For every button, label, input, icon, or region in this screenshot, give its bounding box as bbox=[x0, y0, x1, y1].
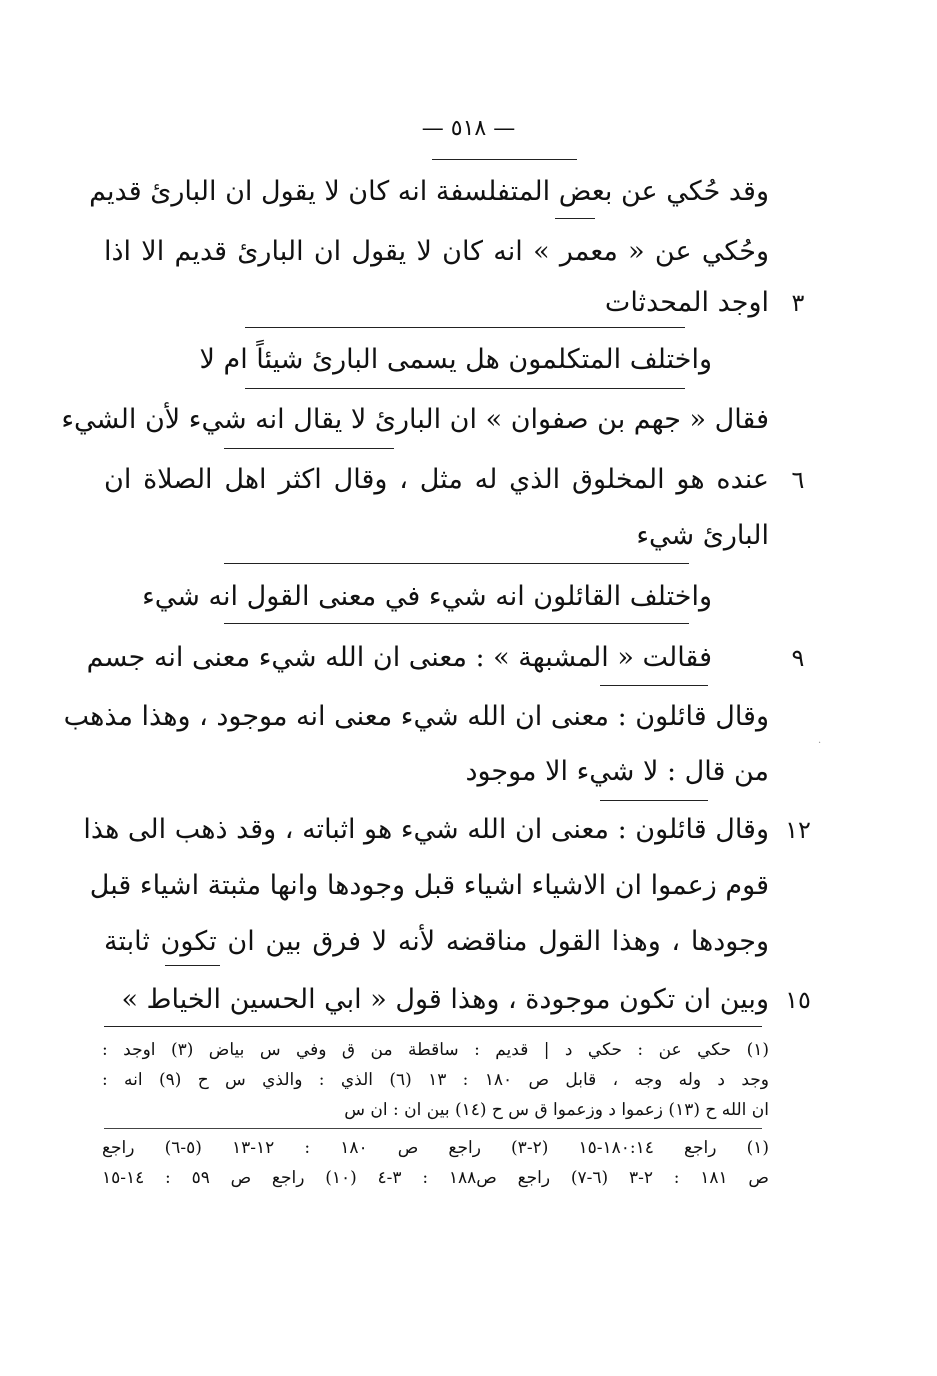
rule bbox=[224, 448, 394, 449]
reference-line: (١) راجع ١٨٠:١٤-١٥ (٢-٣) راجع ص ١٨٠ : ١٢-١٣ (٥-٦) راجع bbox=[102, 1138, 769, 1158]
scan-speck: · bbox=[818, 738, 822, 749]
rule bbox=[600, 800, 708, 801]
body-line-3: اوجد المحدثات bbox=[604, 287, 769, 318]
footnote-line: وجد د وله وجه ، قابل ص ١٨٠ : ١٣ (٦) الذي : والذي س ح (٩) انه : bbox=[102, 1070, 769, 1090]
footnote-line: (١) حكي عن : حكي د | قديم : ساقطة من ق وفي س بياض (٣) اوجد : bbox=[102, 1040, 769, 1060]
body-line-7: البارئ شيء bbox=[636, 520, 769, 551]
body-line-12: وقال قائلون : معنى ان الله شيء هو اثباته ، وقد ذهب الى هذا bbox=[83, 814, 769, 845]
body-line-13: قوم زعموا ان الاشياء اشياء قبل وجودها وانها مثبتة اشياء قبل bbox=[89, 870, 769, 901]
footnote-line: ان الله ح (١٣) زعموا د وزعموا ق س ح (١٤) بين ان : ان س bbox=[344, 1100, 769, 1120]
rule bbox=[224, 623, 689, 624]
line-number: ٩ bbox=[791, 644, 805, 672]
rule bbox=[245, 327, 685, 328]
line-number: ١٥ bbox=[785, 986, 811, 1014]
body-line-8: واختلف القائلون انه شيء في معنى القول انه شيء bbox=[142, 581, 712, 612]
rule bbox=[245, 388, 685, 389]
line-number: ٣ bbox=[791, 289, 805, 317]
body-line-14: وجودها ، وهذا القول مناقضه لأنه لا فرق بين ان تكون ثابتة bbox=[104, 926, 769, 957]
body-line-15: وبين ان تكون موجودة ، وهذا قول « ابي الحسين الخياط » bbox=[121, 984, 769, 1015]
footnote-divider bbox=[104, 1026, 762, 1027]
page-number: — ٥١٨ — bbox=[421, 116, 516, 141]
line-number: ٦ bbox=[791, 466, 805, 494]
body-line-6: عنده هو المخلوق الذي له مثل ، وقال اكثر اهل الصلاة ان bbox=[104, 464, 769, 495]
rule bbox=[600, 685, 708, 686]
rule bbox=[224, 563, 689, 564]
body-line-10: وقال قائلون : معنى ان الله شيء معنى انه موجود ، وهذا مذهب bbox=[63, 701, 769, 732]
body-line-4: واختلف المتكلمون هل يسمى البارئ شيئاً ام لا bbox=[199, 344, 712, 375]
body-line-1: وقد حُكي عن بعض المتفلسفة انه كان لا يقول ان البارئ قديم bbox=[89, 176, 769, 207]
rule bbox=[432, 159, 577, 160]
reference-line: ص ١٨١ : ٢-٣ (٦-٧) راجع ص١٨٨ : ٣-٤ (١٠) راجع ص ٥٩ : ١٤-١٥ bbox=[102, 1168, 769, 1188]
body-line-2: وحُكي عن « معمر » انه كان لا يقول ان البارئ قديم الا اذا bbox=[104, 236, 769, 267]
rule bbox=[165, 965, 220, 966]
body-line-5: فقال « جهم بن صفوان » ان البارئ لا يقال انه شيء لأن الشيء bbox=[61, 404, 769, 435]
footnote-separator bbox=[104, 1128, 762, 1129]
rule bbox=[555, 218, 595, 219]
line-number: ١٢ bbox=[785, 816, 811, 844]
body-line-11: من قال : لا شيء الا موجود bbox=[465, 756, 769, 787]
body-line-9: فقالت « المشبهة » : معنى ان الله شيء معنى انه جسم bbox=[86, 642, 712, 673]
